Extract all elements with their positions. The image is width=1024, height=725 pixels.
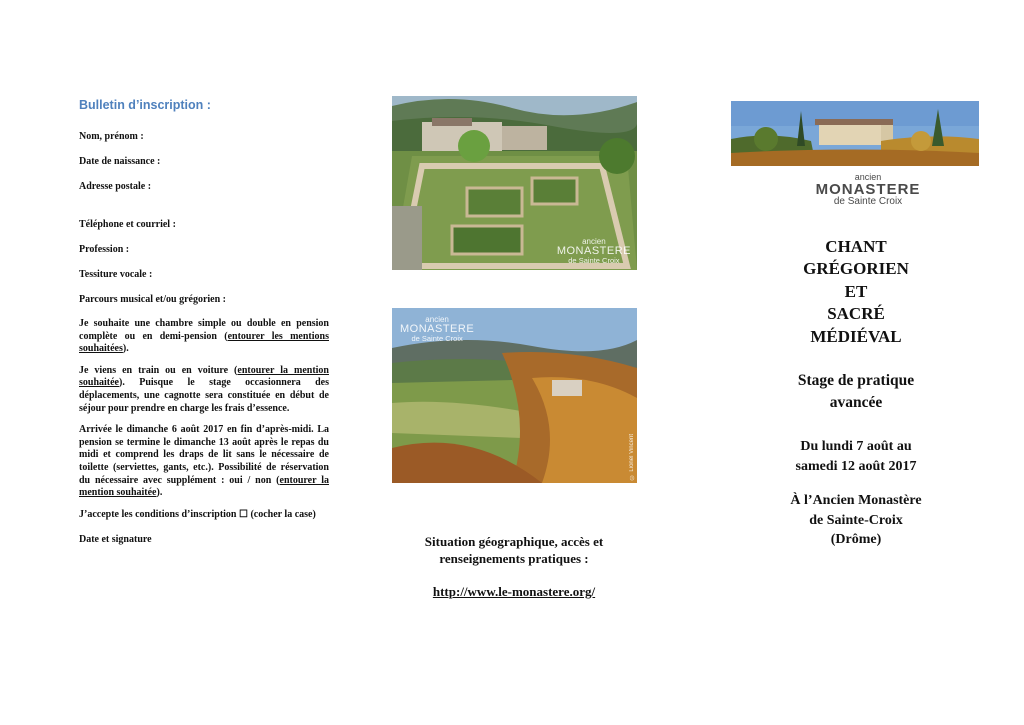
website-link[interactable]: http://www.le-monastere.org/ [432,584,596,599]
title-line: ET [844,281,868,301]
title-line: GRÉGORIEN [803,259,909,279]
logo-sub: de Sainte Croix [833,196,903,207]
form-title: Bulletin d’inscription : [79,98,211,112]
travel-text: Je viens en train ou en voiture ( [79,364,238,376]
event-location [734,491,978,550]
subtitle-line: avancée [829,393,883,411]
arrival-end: ). [156,487,163,499]
info-text [392,533,636,567]
room-choice: entourer les mentions souhaitées [79,330,329,355]
title-line: CHANT [825,237,887,256]
logo-small: ancien [854,172,882,182]
travel-choice: entourer la mention souhaitée [79,364,329,389]
arrival-paragraph [79,424,329,500]
signature-line: Date et signature [79,534,152,546]
field-birthdate: Date de naissance : [79,156,161,167]
room-end: ). [122,343,129,355]
garden-photo [392,96,637,270]
watermark-sub: de Sainte Croix [568,255,620,265]
room-text: Je souhaite une chambre simple ou double en pension complète ou en demi-pension ( [79,318,329,342]
logo-big: MONASTERE [815,181,921,198]
subtitle-line: Stage de pratique [797,372,915,389]
dates-line: Du lundi 7 août au [800,439,912,454]
accept-conditions: J’accepte les conditions d’inscription ☐ (cocher la case) [79,508,316,520]
field-profession: Profession : [79,244,130,255]
dates-line: samedi 12 août 2017 [795,458,917,474]
room-paragraph [79,318,329,356]
travel-end: ). Puisque le stage occasionnera des déplacements, une cagnotte sera constituée en début de séjour pour prendre en charge les frais d’essence. [79,377,329,414]
watermark-sub: de Sainte Croix [411,334,463,343]
title-line: SACRÉ [827,304,885,324]
info-line-2: renseignements pratiques : [439,551,589,566]
photo-watermark [400,316,474,343]
subtitle [734,370,978,413]
valley-photo [392,308,637,483]
field-address: Adresse postale : [79,181,152,192]
arrival-text: Arrivée le dimanche 6 août 2017 en fin d’après-midi. La pension se termine le dimanche 13 août après le repas du midi et comprend les draps de lit sans le nécessaire de toilette (serviettes, gants, etc.). Possibilité de réservation du nécessaire avec supplément : oui / non ( [79,424,329,486]
photo-watermark [557,238,631,265]
watermark-small: ancien [582,236,606,246]
place-line: de Sainte-Croix [809,512,903,528]
travel-paragraph [79,365,329,415]
field-voice: Tessiture vocale : [79,269,153,280]
watermark-small: ancien [425,315,449,324]
title-line: MÉDIÉVAL [810,326,902,346]
arrival-choice: entourer la mention souhaitée [79,474,329,499]
event-dates [734,437,978,476]
watermark-big: MONASTERE [400,323,475,335]
place-line: À l’Ancien Monastère [790,493,922,508]
registration-form [79,98,329,546]
info-line-1: Situation géographique, accès et [424,534,604,549]
watermark-big: MONASTERE [556,244,631,257]
field-name: Nom, prénom : [79,131,144,142]
monastery-photo [731,101,979,166]
place-line: (Drôme) [830,532,882,547]
field-background: Parcours musical et/ou grégorien : [79,294,227,305]
photo-credit: © Lionel Vincent [629,433,635,479]
main-title [734,236,978,348]
field-phone-email: Téléphone et courriel : [79,219,176,230]
monastery-logo [808,173,928,207]
